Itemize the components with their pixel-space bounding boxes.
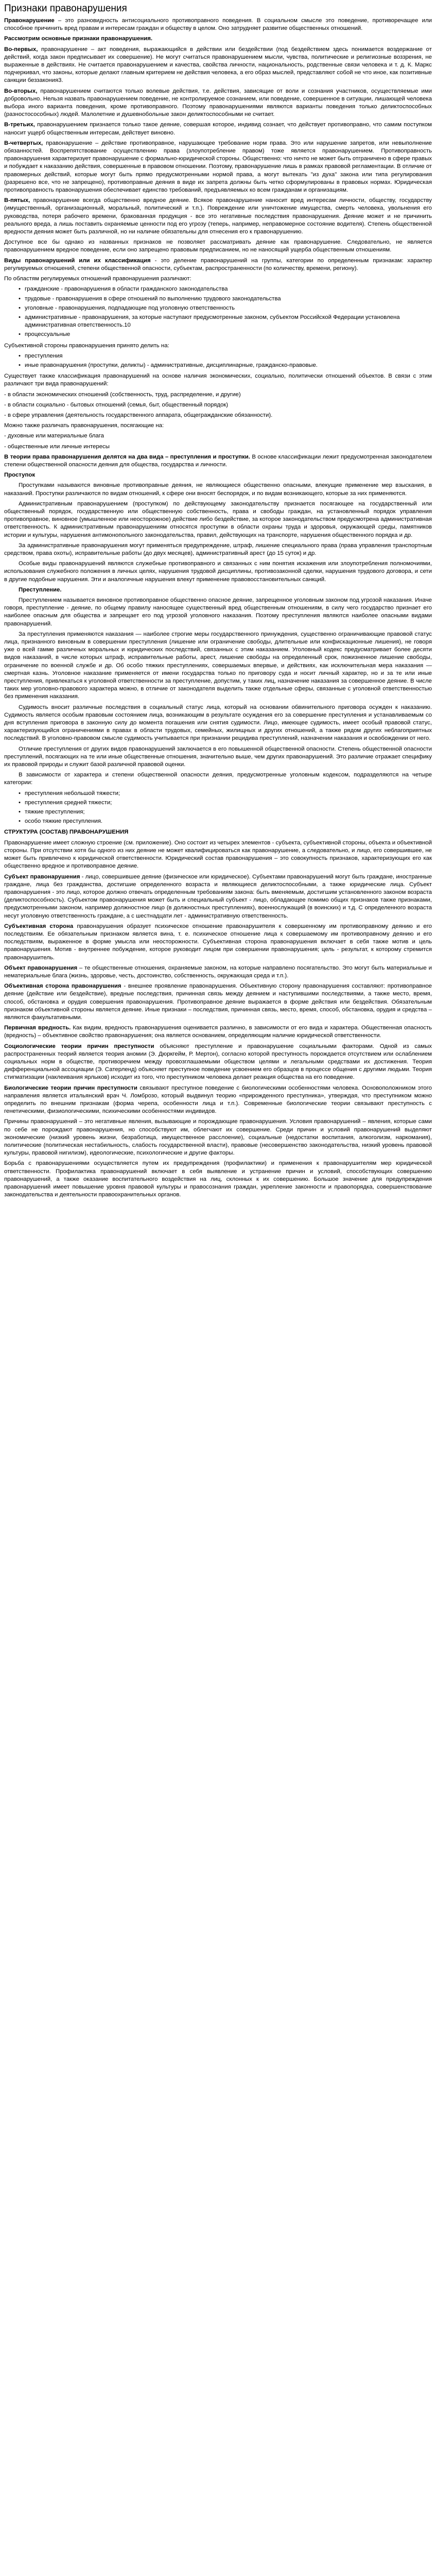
bullet-list	[4, 352, 432, 369]
paragraph-text: Правонарушение имеет сложную строение (см. приложение). Оно состоит из четырех элементов - субъекта, субъективной стороны, объекта и объективной стороны. При отсутствии хотя бы одного из них деяние не может квалифицироваться как правонарушение, а следовательно, и лицо, его совершившее, не может быть привлечено к юридической ответственности. Юридический состав правонарушения – это совокупность признаков, характеризующих его как общественно вредное и противоправное деяние.	[4, 839, 432, 870]
paragraph-lead: Субъект правонарушения	[4, 873, 80, 880]
list-item	[19, 818, 432, 825]
list-item	[19, 790, 432, 798]
paragraph-lead: Социологические теории причин преступности	[4, 1043, 154, 1049]
list-item	[19, 352, 432, 360]
document	[4, 3, 432, 1199]
paragraph-text: объясняют преступление и правонарушение социальными факторами. Одной из самых распространенных теорий является теория аномии (Э. Дюркгейм, Р. Мертон), согласно которой преступность порождается отсутствием или ослаблением социальных норм в обществе, противоречием между провозглашаемыми обществом целями и легальными средствами их достижения. Теория дифференциальной ассоциации (Э. Сатерленд) объясняет преступное поведение усвоением его образцов в процессе общения с другими людьми. Теория стигматизации (наклеивания ярлыков) исходит из того, что преступником человека делает реакция общества на его поведение.	[4, 1043, 432, 1081]
paragraph-text: В зависимости от характера и степени общественной опасности деяния, предусмотренные уголовным кодексом, подразделяются на четыре категории:	[4, 772, 432, 786]
list-item	[19, 295, 432, 303]
list-item-text: преступления средней тяжести;	[25, 799, 112, 806]
list-item	[19, 799, 432, 807]
list-item-text: административные - правонарушения, за которые наступают предусмотренные законом, субъектом Российской Федерации установлена административная ответственность.10	[25, 314, 400, 329]
bullet-dot-icon: •	[19, 331, 21, 338]
paragraph-text: Существует также классификация правонарушений на основе наличия экономических, социально, политически отношений объектов. В связи с этим различают три вида правонарушений:	[4, 373, 432, 387]
list-item	[19, 808, 432, 816]
paragraph-lead: Объект правонарушения	[4, 964, 78, 971]
paragraph-text: За административные правонарушения могут применяться предупреждение, штраф, лишение специального права (права управления транспортным средством, права охоты), исправительные работы (до двух месяцев), административный арест (до 15 суток) и др.	[4, 542, 432, 556]
paragraph	[4, 745, 432, 769]
paragraph	[4, 923, 432, 962]
paragraph-text: правонарушения образует психическое отношение правонарушителя к совершенному им противоправному деянию и его последствиям. Ее обязательным признаком является вина, т. е. психическое отношение лица к совершаемому им противоправному деянию и его последствиям, выраженное в форме умысла или неосторожности. Субъективная сторона правонарушения включает в себя также мотив и цель правонарушения. Мотив - внутреннее побуждение, которое руководит лицом при совершении правонарушения; цель - результат, к которому стремится правонарушитель.	[4, 923, 432, 961]
paragraph-lead: Во-первых,	[4, 46, 38, 53]
paragraph-text: – это разновидность антисоциального противоправного поведения. В социальном смысле это поведение, противоречащее или способное причинить вред правам и интересам граждан и обществу в целом. Оно затрудняет развитие общественных отношений.	[4, 18, 432, 32]
paragraph-text: связывают преступное поведение с биологическими особенностями человека. Основоположником этого направления является итальянский врач Ч. Ломброзо, который выдвинул теорию «прирожденного преступника», утверждая, что преступником можно определить по внешним признакам (форма черепа, особенности лица и т.п.). Современные биологические теории связывают преступность с генетическими, физиологическими, психическими особенностями индивидов.	[4, 1084, 432, 1115]
list-item-text: иные правонарушения (проступки, деликты) - административные, дисциплинарные, гражданско-правовые.	[25, 362, 318, 368]
paragraph-text: - в сфере управления (деятельность государственного аппарата, общегражданские обязанности).	[4, 412, 273, 418]
bullet-dot-icon: •	[19, 314, 21, 320]
paragraph	[4, 597, 432, 628]
paragraph-text: Судимость вносит различные последствия в социальный статус лица, который на основании обвинительного приговора осужден к наказанию. Судимость является особым правовым состоянием лица, возникающим в результате осуждения его за совершение преступления и устанавливаемым со дня вступления приговора в законную силу до момента погашения или снятия судимости. Лицо, имеющее судимость, имеет особый правовой статус, характеризующийся ограничениями в правах в области трудовых, семейных, жилищных и других отношений, а также рядом других неблагоприятных последствий. В уголовно-правовом смысле судимость учитывается при признании рецидива преступлений, назначении наказания и освобождении от него.	[4, 704, 432, 742]
list-item	[19, 331, 432, 338]
paragraph	[4, 500, 432, 539]
paragraph-text: правонарушение – акт поведения, выражающийся в действии или бездействии (под бездействием здесь понимается воздержание от действий, когда закон предписывает их совершение). Не могут считаться правонарушением мысли, чувства, политические и религиозные воззрения, не выраженные в действиях. Не считается правонарушением и качества, свойства личности, национальность, родственные связи человека и т. д. К. Маркс подчеркивал, что законы, которые делают главным критерием не действия человека, а его образ мыслей, представляют собой не что иное, как позитивные санкции беззакония3.	[4, 46, 432, 84]
paragraph	[4, 197, 432, 236]
bullet-dot-icon: •	[19, 286, 21, 293]
paragraph-text: Причины правонарушений – это негативные явления, вызывающие и порождающие правонарушения. Условия правонарушений – явления, которые сами по себе не порождают правонарушения, но способствуют им, облегчают их совершение. Среди причин и условий правонарушений выделяют экономические (низкий уровень жизни, безработица, имущественное расслоение), социальные (недостатки воспитания, алкоголизм, наркомания), политические (политическая нестабильность, слабость государственной власти), правовые (несовершенство законодательства, низкий уровень правовой культуры, правовой нигилизм), идеологические, психологические и другие факторы.	[4, 1118, 432, 1157]
paragraph-lead: Во-вторых,	[4, 88, 38, 94]
paragraph	[4, 372, 432, 388]
bullet-dot-icon: •	[19, 818, 21, 825]
paragraph-lead: Первичная вредность.	[4, 1025, 71, 1031]
paragraph-text: В основе классификации лежит предусмотренная законодателем степени общественной опасности деяния для общества, государства и личности.	[4, 453, 432, 468]
paragraph-text: Как видим, вредность правонарушения оценивается различно, в зависимости от его вида и характера. Общественная опасность (вредность) – объективное свойство правонарушения; она является основанием, определяющим наличие юридической ответственности.	[4, 1025, 432, 1039]
bullet-dot-icon: •	[19, 304, 21, 311]
paragraph	[4, 982, 432, 1022]
paragraph	[4, 1160, 432, 1199]
paragraph-lead: В-пятых,	[4, 197, 30, 204]
paragraph	[4, 443, 432, 451]
paragraph-text: - в области экономических отношений (собственность, труд, распределение, и другие)	[4, 391, 241, 398]
list-item	[19, 285, 432, 293]
list-item-text: тяжкие преступления;	[25, 809, 85, 816]
paragraph	[4, 964, 432, 980]
paragraph-text: Особые виды правонарушений являются служебные противоправного и связанных с ним понятия искажения или злоупотребления полномочиями, использования служебного положения в личных целях, нарушения трудовой дисциплины, противозаконной сделки, нарушения трудового договора, и сети в другие подобные нарушения. Эти и аналогичные нарушения влекут применение правовоcстановительных санкций.	[4, 561, 432, 583]
paragraph	[4, 542, 432, 557]
paragraph	[4, 873, 432, 920]
paragraph-lead: В-третьих,	[4, 122, 35, 128]
paragraph-lead: Проступок	[4, 472, 36, 479]
list-item	[19, 304, 432, 312]
paragraph-lead: Рассмотрим основные признаки правонарушения.	[4, 36, 153, 42]
bullet-dot-icon: •	[19, 352, 21, 359]
paragraph-text: правонарушение – действие противоправное, нарушающее требование норм права. Это или нарушение запретов, или невыполнение обязанностей. Воспрепятствование осуществлению права (злоупотребление правом) тоже является правонарушением. Противоправность правонарушения характеризует правонарушение с формально-юридической стороны. Общественно: что ничто не может быть отграничено в сфере правых и побуждает к наказанию действия, совершенные в правовом отношении. Поэтому, правонарушение лишь в рамках правовой регламентации. В отличие от правомерных действий, которые могут быть прямо предусмотренными нормой права, а могут вытекать "из духа" закона или типа регулирования (разрешено все, что не запрещено), противоправные деяния в виде их запрета должны быть четко сформулированы в правовых нормах. Юридическая противоправность правонарушения обеспечивает единство требований, предъявляемых ко всем гражданам и организациям.	[4, 140, 432, 194]
paragraph-text: - общественные или личные интересы	[4, 443, 110, 450]
paragraph	[4, 631, 432, 701]
document-body	[4, 17, 432, 1199]
paragraph	[4, 771, 432, 787]
paragraph-text: Проступками называются виновные противоправные деяния, не являющиеся общественно опасными, влекущие применение мер взыскания, в наказаний. Проступки различаются по видам отношений, к сфере они вносят беспорядок, и по видам возникающего, которые за них применяются.	[4, 482, 432, 497]
paragraph-text: - духовные или материальные блага	[4, 433, 104, 439]
paragraph	[4, 432, 432, 440]
paragraph	[4, 46, 432, 85]
paragraph-text: - это деление правонарушений на группы, категории по определенным признакам: характер регулируемых отношений, степени общественной опасности, субъектам, распространенности (по количеству, времени, региону).	[4, 257, 432, 272]
paragraph-text: Доступное все бы однако из названных признаков не позволяет расcматривать деяние как правонарушение. Следовательно, не является правонарушением вредное поведение, если оно запрещено правовым предписанием, но не наносящий ущерба общественным отношениям.	[4, 239, 432, 253]
paragraph	[4, 391, 432, 399]
bullet-dot-icon: •	[19, 362, 21, 368]
paragraph-text: Административным правонарушением (проступком) по действующему законодательству признается посягающее на государственный или общественный порядок, государственную или общественную собственность, права и свободы граждан, на установленный порядок управления противоправное, виновное (умышленное или неосторожное) действие либо бездействие, за которое законодательством предусмотрена административная ответственность. К административным правонарушениям относятся проступки в области охраны труда и здоровья, окружающей среды, памятников истории и культуры, нарушения антимонопольного законодательства, правил, действующих на транспорте, нарушения общественного порядка и др.	[4, 500, 432, 538]
list-item-text: особо тяжкие преступления.	[25, 818, 103, 825]
paragraph	[4, 471, 432, 479]
bullet-list	[4, 790, 432, 826]
page-title: Признаки правонарушения	[4, 3, 127, 14]
paragraph-lead: Субъективная сторона	[4, 923, 74, 929]
paragraph-text: - в области социально - бытовых отношений (семья, быт, общественный порядок)	[4, 401, 229, 408]
paragraph-text: Преступлением называется виновное противоправное общественно опасное деяние, запрещенное уголовным законом под угрозой наказания. Иначе говоря, преступление - деяние, по общему правилу наносящее существенный вред общественным отношениям, в силу чего государство признает его наиболее опасным для общества и запрещает его под угрозой уголовного наказания. Поэтому преступления являются наиболее опасными видами правонарушений.	[4, 597, 432, 627]
paragraph-text: Отличие преступления от других видов правонарушений заключается в его повышенной общественной опасности. Степень общественной опасности преступлений, посягающих на те или иные общественные отношения, значительно выше, чем других правонарушений. Это различие отражает специфику их правовой природы и служит базой различной правовой оценки.	[4, 745, 432, 768]
bullet-dot-icon: •	[19, 799, 21, 806]
bullet-dot-icon: •	[19, 809, 21, 816]
paragraph	[4, 482, 432, 497]
paragraph-text: Можно также различать правонарушения, посягающие на:	[4, 422, 164, 429]
paragraph-text: - внешнее проявление правонарушения. Объективную сторону правонарушения составляют: противоправное деяние (действие или бездействие), вредные последствия, причинная связь между деянием и наступившими последствиями, а также место, время, способ, обстановка и орудия совершения правонарушения. Противоправное деяние выражается в форме действия или бездействия. Обязательным признаком объективной стороны является деяние. Иные признаки – последствия, причинная связь, место, время, способ, обстановка, орудия и средства – являются факультативными.	[4, 983, 432, 1021]
paragraph	[4, 257, 432, 273]
paragraph-text: – те общественные отношения, охраняемые законом, на которые направлено посягательство. Это могут быть материальные и нематериальные блага (жизнь, здоровье, честь, достоинство, собственность, окружающая среда и т.п.).	[4, 964, 432, 979]
list-item-text: гражданские - правонарушения в области гражданского законодательства	[25, 286, 228, 293]
paragraph	[4, 1024, 432, 1040]
paragraph	[4, 17, 432, 32]
paragraph-text: - лицо, совершившее деяние (физическое или юридическое). Субъектами правонарушений могут быть граждане, иностранные граждане, лица без гражданства, достигшие определенного возраста и являющиеся деликтоспособными, а также юридические лица. Субъект правонарушения - это лицо, которое должно отвечать определенным требованиям закона: быть вменяемым, достигшим установленного законом возраста (деликтоспособность). Субъектом правонарушения может быть и специальный субъект - лицо, обладающее помимо общих признаков также признаками, предусмотренными законом, например должностное лицо (в должностных преступлениях), военнослужащий (в воинских) и т.д. С определенного возраста несут уголовную ответственность граждане, а с шестнадцати лет - административную ответственность.	[4, 873, 432, 919]
paragraph	[4, 1084, 432, 1116]
list-item	[19, 362, 432, 369]
paragraph-lead: СТРУКТУРА (СОСТАВ) ПРАВОНАРУШЕНИЯ	[4, 829, 129, 836]
paragraph-lead: В-четвертых,	[4, 140, 43, 146]
paragraph	[4, 839, 432, 871]
paragraph	[4, 342, 432, 350]
paragraph	[4, 121, 432, 137]
paragraph	[4, 1118, 432, 1157]
paragraph	[4, 453, 432, 469]
paragraph-text: Субъективной стороны правонарушения принято делить на:	[4, 342, 169, 349]
paragraph-text: правонарушением признается только такое деяние, совершая которое, индивид сознает, что действует противоправно, что самим поступком наносит ущерб общественным интересам, действует виновно.	[4, 122, 432, 136]
list-item-text: уголовные - правонарушения, подпадающие под уголовную ответственность	[25, 304, 235, 311]
list-item-text: трудовые - правонарушения в сфере отношений по выполнению трудового законодательства	[25, 295, 281, 302]
list-item	[19, 314, 432, 329]
paragraph	[4, 35, 432, 43]
paragraph-text: правонарушением считаются только волевые действия, т.е. действия, зависящие от воли и сознания участников, осуществляемые ими добровольно. Нельзя назвать правонарушением поведение, не контролируемое сознанием, или поведение, совершенное в ситуации, лишающей человека выбора иного варианта поведения, кроме противоправного. Поэтому правонарушениями являются варианты поведения только деликтоспособных (разностосособных) людей. Малолетние и душевнобольные закон деликтоспособными не считает.	[4, 88, 432, 118]
list-item-text: преступления	[25, 352, 63, 359]
bullet-dot-icon: •	[19, 790, 21, 796]
paragraph	[4, 401, 432, 409]
paragraph	[4, 586, 432, 594]
bullet-dot-icon: •	[19, 295, 21, 302]
paragraph	[4, 422, 432, 430]
paragraph-lead: Биологические теории причин преступности	[4, 1084, 137, 1091]
paragraph	[4, 1043, 432, 1082]
paragraph	[4, 704, 432, 743]
paragraph-lead: Преступление.	[19, 586, 62, 593]
bullet-list	[4, 285, 432, 338]
paragraph-lead: Объективная сторона правонарушения	[4, 983, 121, 990]
paragraph-lead: Виды правонарушений или их классификация	[4, 257, 151, 264]
paragraph-text: За преступления применяются наказания — наиболее строгие меры государственного принуждения, существенно ограничивающие правовой статус лица, признанного виновным в совершении преступления (лишение или ограничение свободы, длительные или конфискационные лишения), не говоря уже о всей гамме различных моральных и юридических последствий, связанных с этим наказанием. Уголовный кодекс предусматривает более десяти видов наказаний, в числе которых штраф, исправительные работы, арест, лишение свободы на определенный срок, пожизненное лишение свободы, ограничение по военной службе и др. Об особо тяжких преступлениях, совершаемых впервые, и действиях, как исключительная мера наказания — смертная казнь. Уголовное наказание применяется от имени государства только по приговору суда и носит личный характер, но и за те или иные преступления, привлекаться к уголовной ответственности за преступление, допустим, у таких лиц, назначение наказания за совершенное деяние. В числе таких мер уголовно-правового характера можно, в отличие от законодателя выделить также отдельные сферы, связанные с уголовной ответственностью без применения наказания.	[4, 631, 432, 700]
list-item-text: процессуальные	[25, 331, 71, 338]
paragraph	[4, 275, 432, 283]
paragraph	[4, 412, 432, 419]
paragraph-lead: В теории права правонарушения делятся на два вида – преступления и проступки.	[4, 453, 250, 460]
paragraph	[4, 828, 432, 836]
paragraph-text: Борьба с правонарушениями осуществляется путем их предупреждения (профилактики) и применения к правонарушителям мер юридической ответственности. Профилактика правонарушений включает в себя выявление и устранение причин и условий, способствующих совершению правонарушений, а также оказание воспитательного воздействия на лиц, склонных к их совершению. Большое значение для предупреждения правонарушений имеет повышение уровня правовой культуры и правосознания граждан, укрепление законности и правопорядка, совершенствование законодательства и деятельности правоохранительных органов.	[4, 1160, 432, 1198]
paragraph-text: По областям регулируемых отношений правонарушения различают:	[4, 276, 191, 282]
list-item-text: преступления небольшой тяжести;	[25, 790, 120, 796]
paragraph-lead: Правонарушение	[4, 18, 55, 24]
paragraph	[4, 560, 432, 584]
paragraph	[4, 239, 432, 254]
paragraph	[4, 140, 432, 194]
paragraph	[4, 88, 432, 119]
paragraph-text: правонарушение всегда общественно вредное деяние. Всякое правонарушение наносит вред интересам личности, обществу, государству (имущественный, организационный, моральный, политический и т.п.). Повреждение или уничтожение имущества, смерть человека, увольнения его руководства, потеря рабочего времени, бракованная продукция - все это негативные последствия правонарушения. Деяние может и не причинить реального вреда, а лишь поставить охраняемые ценности под его угрозу (теперь, например, неправомерное состояние водителя). Степень общественной вредности деяния может быть различной, но ни наличие обязательны для отнесения его к правонарушению.	[4, 197, 432, 235]
